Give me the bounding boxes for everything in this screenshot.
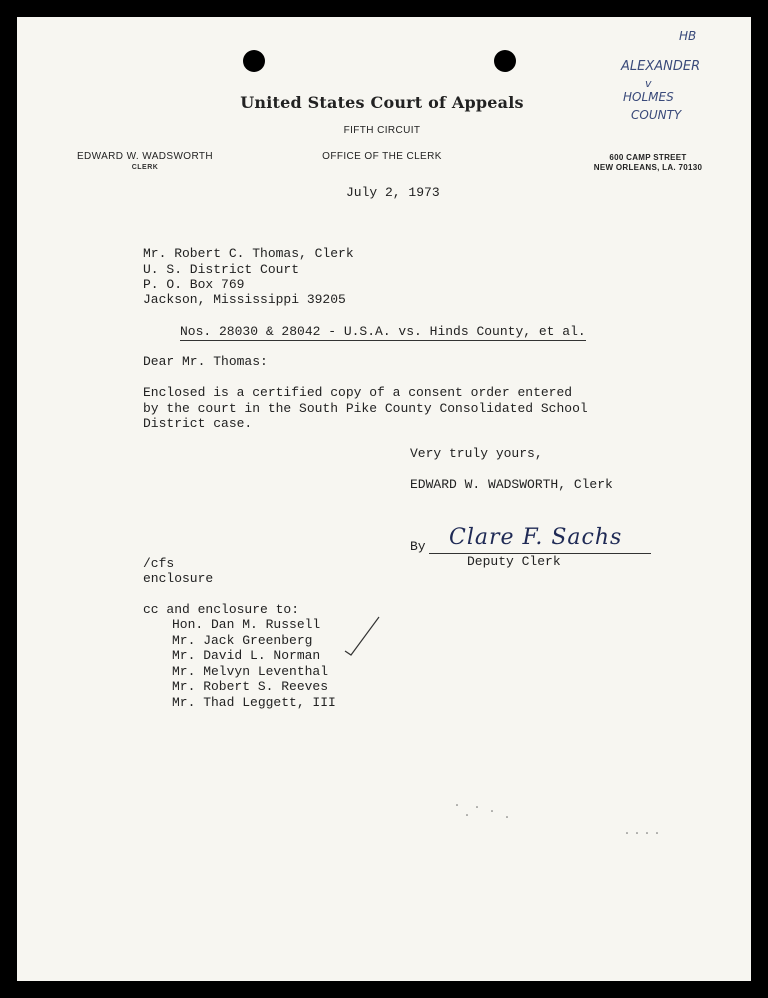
by-label: By bbox=[410, 539, 426, 554]
deputy-clerk-title: Deputy Clerk bbox=[467, 554, 561, 569]
clerk-name: EDWARD W. WADSWORTH bbox=[76, 151, 214, 162]
handwritten-note-line2: ALEXANDER bbox=[621, 59, 701, 74]
cc-name: Hon. Dan M. Russell bbox=[172, 617, 321, 632]
handwritten-note-line5: COUNTY bbox=[631, 108, 682, 122]
salutation: Dear Mr. Thomas: bbox=[143, 354, 268, 369]
scan-specks bbox=[447, 797, 677, 857]
cc-heading: cc and enclosure to: bbox=[143, 602, 300, 617]
handwritten-note-line3: v bbox=[645, 77, 652, 90]
circuit-name: FIFTH CIRCUIT bbox=[343, 125, 421, 136]
check-mark-icon bbox=[343, 613, 383, 663]
court-name: United States Court of Appeals bbox=[240, 93, 524, 112]
address-line1: 600 CAMP STREET bbox=[609, 153, 687, 162]
punch-hole-right bbox=[494, 50, 516, 72]
recipient-line4: Jackson, Mississippi 39205 bbox=[143, 292, 346, 307]
complimentary-close: Very truly yours, bbox=[410, 446, 543, 461]
cc-name: Mr. Jack Greenberg bbox=[172, 633, 313, 648]
body-line1: Enclosed is a certified copy of a consent order entered bbox=[143, 385, 573, 400]
recipient-line2: U. S. District Court bbox=[143, 262, 300, 277]
recipient-line3: P. O. Box 769 bbox=[143, 277, 245, 292]
reference-initials: /cfs bbox=[143, 556, 175, 571]
cc-name: Mr. Thad Leggett, III bbox=[172, 695, 336, 710]
signer-name: EDWARD W. WADSWORTH, Clerk bbox=[410, 477, 613, 492]
handwritten-note-line1: HB bbox=[679, 29, 697, 43]
handwritten-note-line4: HOLMES bbox=[623, 90, 674, 104]
letter-date: July 2, 1973 bbox=[346, 185, 440, 200]
body-line2: by the court in the South Pike County Consolidated School bbox=[143, 401, 588, 416]
punch-hole-left bbox=[243, 50, 265, 72]
letter-page bbox=[17, 17, 751, 981]
enclosure-note: enclosure bbox=[143, 571, 214, 586]
cc-name: Mr. Melvyn Leventhal bbox=[172, 664, 329, 679]
address-line2: NEW ORLEANS, LA. 70130 bbox=[593, 163, 703, 172]
clerk-title: CLERK bbox=[131, 164, 159, 171]
subject-line: Nos. 28030 & 28042 - U.S.A. vs. Hinds County, et al. bbox=[180, 324, 586, 339]
body-line3: District case. bbox=[143, 416, 253, 431]
office-name: OFFICE OF THE CLERK bbox=[322, 151, 442, 162]
cc-name: Mr. Robert S. Reeves bbox=[172, 679, 329, 694]
signature: Clare F. Sachs bbox=[449, 525, 623, 550]
recipient-line1: Mr. Robert C. Thomas, Clerk bbox=[143, 246, 354, 261]
cc-name: Mr. David L. Norman bbox=[172, 648, 321, 663]
